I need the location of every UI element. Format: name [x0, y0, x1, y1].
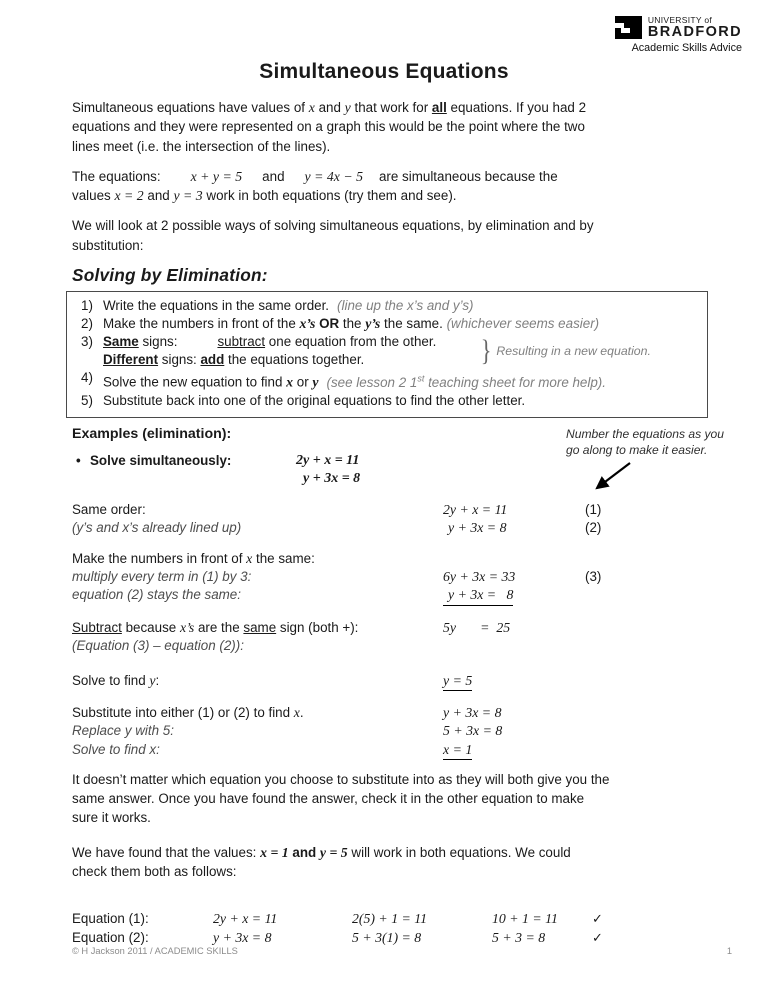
page-footer: [72, 946, 732, 956]
math-cell: [443, 586, 585, 605]
paragraph-line: equations and they were represented on a graph this would be the point where the two: [72, 119, 585, 135]
step-make-numbers-same: [72, 550, 708, 606]
math-expression: y + 3x = 8: [213, 930, 272, 946]
math-inline: y: [344, 100, 351, 115]
logo-text: [648, 15, 742, 39]
emphasis-add: add: [200, 352, 225, 368]
math-expression: 2y + x = 11: [443, 501, 508, 517]
text-segment: the equations together.: [224, 352, 365, 368]
text-segment: and: [314, 100, 345, 115]
text-segment: are simultaneous because the: [378, 168, 558, 184]
emphasis-subtract: Subtract: [72, 619, 122, 635]
text-segment: are the: [194, 619, 244, 635]
text-segment: Substitute into either (1) or (2) to find: [72, 705, 294, 721]
paragraph-line: [72, 98, 708, 117]
text-segment: Simultaneous equations have values of: [72, 100, 309, 115]
step-helper-label: Replace y with 5:: [72, 723, 174, 739]
paragraph-line: check them both as follows:: [72, 863, 237, 879]
rule-item-3: [81, 333, 699, 369]
step-substitute: [72, 704, 708, 760]
solve-label: Solve simultaneously:: [90, 452, 232, 468]
text-segment: sign (both +):: [276, 619, 359, 635]
text-segment: Make the numbers in front of the: [103, 316, 300, 332]
math-expression: 2y + x = 11: [213, 911, 278, 927]
math-expression: 2(5) + 1 = 11: [352, 911, 428, 927]
math-inline: y’s: [365, 316, 381, 332]
text-segment: Make the numbers in front of: [72, 550, 247, 566]
step-helper-label: (y’s and x’s already lined up): [72, 519, 242, 535]
emphasis-same: Same: [103, 334, 139, 350]
math-expression: 5 + 3(1) = 8: [352, 930, 422, 946]
emphasis-all: all: [431, 100, 447, 115]
math-inline: y = 5: [319, 844, 348, 860]
bradford-logo-icon: [615, 16, 642, 39]
step-subtract: [72, 619, 708, 655]
math-cell: [443, 672, 585, 691]
step-helper-label: equation (2) stays the same:: [72, 587, 241, 603]
check-label: Equation (2):: [72, 930, 149, 946]
math-expression: 5 + 3x = 8: [443, 723, 503, 739]
rule-item-1: [81, 297, 699, 315]
check-row-2: [72, 928, 708, 947]
elimination-rules-box: [66, 291, 708, 417]
math-expression: y + 3x = 8: [443, 705, 502, 721]
rule-number: 5): [81, 392, 93, 408]
step-row: [72, 637, 708, 655]
page-title: Simultaneous Equations: [259, 60, 509, 83]
margin-annotation: [566, 427, 724, 458]
rule-item-5: [81, 392, 699, 410]
equation-1: 2y + x = 11: [296, 452, 360, 468]
math-expression: 10 + 1 = 11: [492, 911, 558, 927]
intro-paragraph-3: [72, 216, 708, 255]
text-segment: one equation from the other.: [265, 334, 437, 350]
step-helper-label: Solve to find x:: [72, 741, 160, 757]
math-inline: x’s: [299, 316, 316, 332]
step-label: [72, 550, 708, 568]
page-number: 1: [726, 946, 732, 956]
brace-note-text: Resulting in a new equation.: [496, 343, 651, 358]
step-row: [72, 704, 708, 722]
rule-text: [103, 333, 436, 351]
text-segment: because: [121, 619, 180, 635]
annotation-arrow-icon: [584, 460, 636, 494]
math-inline: y = 4x − 5: [304, 168, 363, 184]
text-segment: the same:: [252, 550, 315, 566]
examples-heading: Examples (elimination):: [72, 425, 232, 442]
step-label: [72, 619, 443, 637]
check-label: Equation (1):: [72, 911, 149, 927]
intro-paragraph-2: [72, 167, 708, 206]
text-segment: signs:: [158, 352, 201, 368]
step-row: [72, 619, 708, 637]
step-row: [72, 519, 708, 537]
math-expression-underlined: x = 1: [443, 741, 472, 760]
superscript-st: st: [417, 373, 425, 384]
math-inline: x: [246, 550, 253, 566]
equation-number: (1): [585, 501, 602, 517]
paragraph-line: sure it works.: [72, 810, 151, 826]
text-segment: work in both equations (try them and see).: [202, 188, 457, 204]
math-inline: x = 2: [114, 188, 144, 204]
text-segment: Solve to find: [72, 672, 150, 688]
text-segment: signs:: [138, 334, 178, 350]
checkmark-icon: ✓: [592, 930, 603, 946]
math-expression: 5y = 25: [443, 619, 511, 635]
math-inline: y: [312, 374, 319, 390]
text-segment: and: [143, 188, 174, 204]
math-expression-underlined: y = 5: [443, 672, 472, 691]
logo-bradford: BRADFORD: [647, 24, 742, 40]
paragraph-line: [72, 186, 708, 205]
math-expression: 6y + 3x = 33: [443, 569, 516, 585]
logo-subtitle: Academic Skills Advice: [631, 42, 742, 54]
math-inline: y: [149, 672, 156, 688]
math-expression-underlined: y + 3x = 8: [443, 586, 513, 605]
section-heading-elimination: Solving by Elimination:: [72, 265, 268, 286]
rule-note: (line up the x’s and y’s): [337, 298, 474, 314]
math-inline: x: [308, 100, 315, 115]
rule-text: [103, 351, 364, 369]
math-inline: x’s: [179, 619, 195, 635]
text-segment: Write the equations in the same order.: [103, 298, 330, 314]
step-row: [72, 501, 708, 519]
text-segment: and: [288, 844, 320, 860]
text-segment: The equations:: [72, 168, 161, 184]
step-row: [72, 568, 708, 586]
logo-row: [615, 15, 742, 39]
math-cell: [443, 741, 585, 760]
math-inline: y = 3: [173, 188, 203, 204]
closing-paragraph-2: [72, 843, 708, 882]
intro-paragraph-1: [72, 98, 708, 156]
closing-paragraph-1: [72, 770, 708, 828]
text-segment: or: [293, 374, 313, 390]
bullet-glyph: •: [76, 452, 81, 468]
footer-copyright: © H Jackson 2011 / ACADEMIC SKILLS: [72, 946, 238, 956]
text-segment: will work in both equations. We could: [347, 844, 571, 860]
equation-2: y + 3x = 8: [303, 471, 361, 487]
checkmark-icon: ✓: [592, 911, 603, 927]
math-inline: x: [286, 374, 294, 390]
paragraph-line: We will look at 2 possible ways of solving simultaneous equations, by elimination and by: [72, 218, 594, 234]
step-row: [72, 741, 708, 760]
text-segment: the same.: [380, 316, 447, 332]
rule-note: (whichever seems easier): [446, 316, 600, 332]
text-segment: values: [72, 188, 115, 204]
rule-text: [103, 369, 606, 391]
paragraph-line: substitution:: [72, 237, 144, 253]
emphasis-same: same: [243, 619, 277, 635]
step-label: [72, 672, 443, 691]
emphasis-different: Different: [103, 352, 159, 368]
step-row: [72, 586, 708, 605]
check-section: [72, 909, 708, 947]
math-expression: y + 3x = 8: [448, 519, 507, 535]
logo-university-of: UNIVERSITY of: [647, 15, 713, 25]
paragraph-line: same answer. Once you have found the answer, check it in the other equation to make: [72, 791, 585, 807]
paragraph-line: lines meet (i.e. the intersection of the lines).: [72, 138, 331, 154]
rule-number: 3): [81, 334, 93, 350]
paragraph-line: [72, 843, 708, 862]
equation-number: (3): [585, 569, 602, 585]
rule-number: 2): [81, 316, 93, 332]
math-inline: x: [293, 705, 300, 721]
equation-number: (2): [585, 519, 602, 535]
text-segment: We have found that the values:: [72, 844, 261, 860]
step-label: [72, 704, 443, 722]
document-body: [0, 98, 768, 947]
paragraph-line: [72, 167, 708, 186]
step-label: Same order:: [72, 501, 146, 517]
rule-note: [327, 375, 606, 390]
system-equations: [296, 452, 360, 489]
annotation-line: go along to make it easier.: [566, 442, 708, 457]
step-row: [72, 672, 708, 691]
header-logo: [615, 15, 742, 54]
step-solve-y: [72, 672, 708, 691]
rule-text: [103, 297, 474, 315]
text-segment: equations. If you had 2: [446, 100, 587, 115]
math-expression: 5 + 3 = 8: [492, 930, 546, 946]
rule-item-4: [81, 369, 699, 391]
paragraph-line: It doesn’t matter which equation you choose to substitute into as they will both give you the: [72, 771, 610, 787]
emphasis-subtract: subtract: [217, 334, 266, 350]
step-same-order: [72, 501, 708, 537]
step-row: [72, 722, 708, 740]
math-inline: x + y = 5: [190, 168, 243, 184]
emphasis-or: OR: [319, 316, 340, 332]
rule-text: Substitute back into one of the original equations to find the other letter.: [103, 392, 526, 408]
rule-number: [81, 351, 103, 369]
step-helper-label: multiply every term in (1) by 3:: [72, 569, 252, 585]
text-segment: that work for: [350, 100, 432, 115]
brace-glyph: }: [480, 333, 492, 367]
rule-number: 1): [81, 298, 93, 314]
annotation-line: Number the equations as you: [566, 427, 724, 441]
math-inline: x = 1: [260, 844, 289, 860]
check-row-1: [72, 909, 708, 928]
text-segment: (see lesson 2 1: [326, 374, 418, 390]
brace-annotation: [479, 331, 651, 370]
text-segment: Solve the new equation to find: [103, 374, 287, 390]
text-segment: .: [299, 705, 304, 721]
text-segment: and: [262, 168, 285, 184]
text-segment: the: [339, 316, 366, 332]
text-segment: :: [155, 672, 160, 688]
step-helper-label: (Equation (3) – equation (2)):: [72, 637, 244, 653]
rule-number: 4): [81, 370, 93, 386]
text-segment: teaching sheet for more help).: [424, 374, 606, 390]
